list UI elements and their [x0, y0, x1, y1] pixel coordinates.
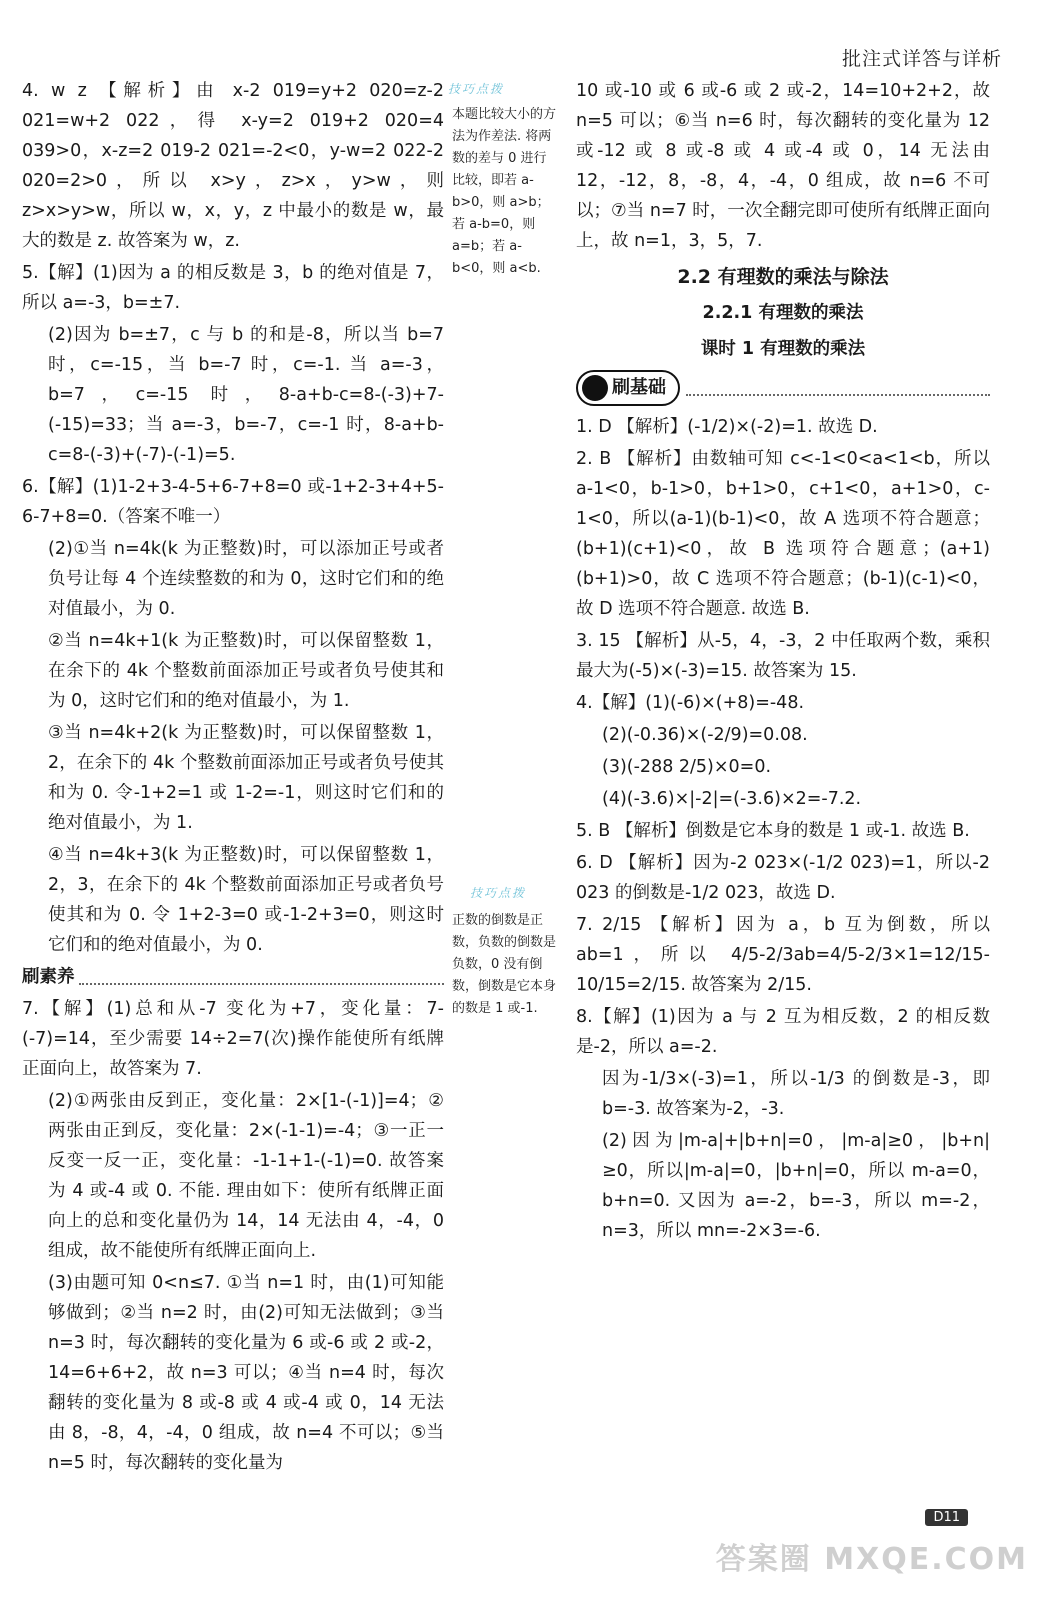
shua-badge [576, 370, 680, 406]
watermark: 答案圈 MXQE.COM [715, 1542, 1028, 1577]
brush-icon [582, 375, 608, 401]
left-para-7-3: (3)由题可知 0<n≤7. ①当 n=1 时，由(1)可知能够做到；②当 n=2 时，由(2)可知无法做到；③当 n=3 时，每次翻转的变化量为 6 或-6 或 2 或-2，14=6+6+2，故 n=3 可以；④当 n=4 时，每次翻转的变化量为 8 或-8 或 4 或-4 或 0，14 无法由 8，-8，4，-4，0 组成，故 n=4 不可以；⑤当 n=5 时，每次翻转的变化量为 [48, 1273, 444, 1473]
dotted-rule [79, 969, 445, 985]
shua-label: 刷基础 [612, 377, 666, 398]
side-note-1: 本题比较大小的方法为作差法. 将两数的差与 0 进行比较，即若 a-b>0，则 a>b；若 a-b=0，则 a=b；若 a-b<0，则 a<b. [452, 107, 557, 276]
left-column [22, 76, 444, 1480]
section-suyang [22, 962, 444, 992]
running-header: 批注式详答与详析 [841, 48, 1002, 70]
section-title: 2.2 有理数的乘法与除法 [677, 266, 889, 288]
left-para-6-2a: (2)①当 n=4k(k 为正整数)时，可以添加正号或者负号让每 4 个连续整数的和为 0，这时它们和的绝对值最小，为 0. [48, 539, 444, 619]
side-note-2: 正数的倒数是正数，负数的倒数是负数，0 没有倒数，倒数是它本身的数是 1 或-1. [452, 913, 557, 1016]
left-para-6-2b: ②当 n=4k+1(k 为正整数)时，可以保留整数 1，在余下的 4k 个整数前面添加正号或者负号使其和为 0，这时它们和的绝对值最小，为 1. [48, 631, 444, 711]
right-para-5: 5. B 【解析】倒数是它本身的数是 1 或-1. 故选 B. [576, 821, 970, 841]
right-para-4-2: (2)(-0.36)×(-2/9)=0.08. [602, 725, 808, 745]
left-para-6-2d: ④当 n=4k+3(k 为正整数)时，可以保留整数 1，2，3，在余下的 4k 个整数前面添加正号或者负号使其和为 0. 令 1+2-3=0 或-1-2+3=0，则这时它们和的绝对值最小，为 0. [48, 845, 444, 955]
left-para-5: 5.【解】(1)因为 a 的相反数是 3，b 的绝对值是 7，所以 a=-3，b=±7. [22, 263, 444, 313]
right-column [576, 76, 990, 1248]
left-para-6-2c: ③当 n=4k+2(k 为正整数)时，可以保留整数 1，2，在余下的 4k 个整数前面添加正号或者负号使其和为 0. 令-1+2=1 或 1-2=-1，则这时它们和的绝对值最小，为 1. [48, 723, 444, 833]
left-para-5-2: (2)因为 b=±7，c 与 b 的和是-8，所以当 b=7 时，c=-15，当 b=-7 时，c=-1. 当 a=-3，b=7，c=-15 时，8-a+b-c=8-(-3)+7-(-15)=33；当 a=-3，b=-7，c=-1 时，8-a+b-c=8-(-3)+(-7)-(-1)=5. [48, 325, 444, 465]
right-para-8-3: (2)因为|m-a|+|b+n|=0，|m-a|≥0，|b+n|≥0，所以|m-a|=0，|b+n|=0，所以 m-a=0，b+n=0. 又因为 a=-2，b=-3，所以 m=-2，n=3，所以 mn=-2×3=-6. [602, 1131, 990, 1241]
section-shuajichu [576, 370, 990, 406]
page-number: D11 [925, 1509, 968, 1526]
left-para-4: 4. w z 【解析】由 x-2 019=y+2 020=z-2 021=w+2 022，得 x-y=2 019+2 020=4 039>0，x-z=2 019-2 021=-2<0，y-w=2 022-2 020=2>0，所以 x>y，z>x，y>w，则 z>x>y>w，所以 w，x，y，z 中最小的数是 w，最大的数是 z. 故答案为 w，z. [22, 81, 444, 251]
suyang-label: 刷素养 [22, 967, 75, 987]
right-para-4: 4.【解】(1)(-6)×(+8)=-48. [576, 693, 805, 713]
right-para-4-4: (4)(-3.6)×|-2|=(-3.6)×2=-7.2. [602, 789, 862, 809]
left-para-7: 7.【解】(1)总和从-7 变化为+7，变化量：7-(-7)=14，至少需要 14÷2=7(次)操作能使所有纸牌正面向上，故答案为 7. [22, 999, 444, 1079]
tip-label-2: 技巧点拨 [470, 886, 527, 900]
right-para-8: 8.【解】(1)因为 a 与 2 互为相反数，2 的相反数是-2，所以 a=-2. [576, 1007, 990, 1057]
dotted-rule [686, 380, 990, 396]
right-para-3: 3. 15 【解析】从-5，4，-3，2 中任取两个数，乘积最大为(-5)×(-3)=15. 故答案为 15. [576, 631, 990, 681]
right-para-1: 1. D 【解析】(-1/2)×(-2)=1. 故选 D. [576, 417, 878, 437]
right-intro: 10 或-10 或 6 或-6 或 2 或-2，14=10+2+2，故 n=5 可以；⑥当 n=6 时，每次翻转的变化量为 12 或-12 或 8 或-8 或 4 或-4 或 0，14 无法由 12，-12，8，-8，4，-4，0 组成，故 n=6 不可以；⑦当 n=7 时，一次全翻完即可使所有纸牌正面向上，故 n=1，3，5，7. [576, 81, 990, 251]
left-para-6: 6.【解】(1)1-2+3-4-5+6-7+8=0 或-1+2-3+4+5-6-7+8=0.（答案不唯一） [22, 477, 444, 527]
right-para-2: 2. B 【解析】由数轴可知 c<-1<0<a<1<b，所以 a-1<0，b-1>0，b+1>0，c+1<0，a+1>0，c-1<0，所以(a-1)(b-1)<0，故 A 选项不符合题意；(b+1)(c+1)<0，故 B 选项符合题意；(a+1)(b+1)>0，故 C 选项不符合题意；(b-1)(c-1)<0，故 D 选项不符合题意. 故选 B. [576, 449, 990, 619]
tip-label-1: 技巧点拨 [448, 82, 505, 96]
lesson-title: 课时 1 有理数的乘法 [700, 339, 866, 359]
right-para-7: 7. 2/15 【解析】因为 a，b 互为倒数，所以 ab=1，所以 4/5-2/3ab=4/5-2/3×1=12/15-10/15=2/15. 故答案为 2/15. [576, 915, 990, 995]
right-para-8-2: 因为-1/3×(-3)=1，所以-1/3 的倒数是-3，即 b=-3. 故答案为-2，-3. [602, 1069, 990, 1119]
right-para-6: 6. D 【解析】因为-2 023×(-1/2 023)=1，所以-2 023 的倒数是-1/2 023，故选 D. [576, 853, 990, 903]
left-para-7-2: (2)①两张由反到正，变化量：2×[1-(-1)]=4；②两张由正到反，变化量：2×(-1-1)=-4；③一正一反变一反一正，变化量：-1-1+1-(-1)=0. 故答案为 4 或-4 或 0. 不能. 理由如下：使所有纸牌正面向上的总和变化量仍为 14，14 无法由 4，-4，0 组成，故不能使所有纸牌正面向上. [48, 1091, 444, 1261]
right-para-4-3: (3)(-288 2/5)×0=0. [602, 757, 772, 777]
subsection-title: 2.2.1 有理数的乘法 [702, 303, 864, 323]
